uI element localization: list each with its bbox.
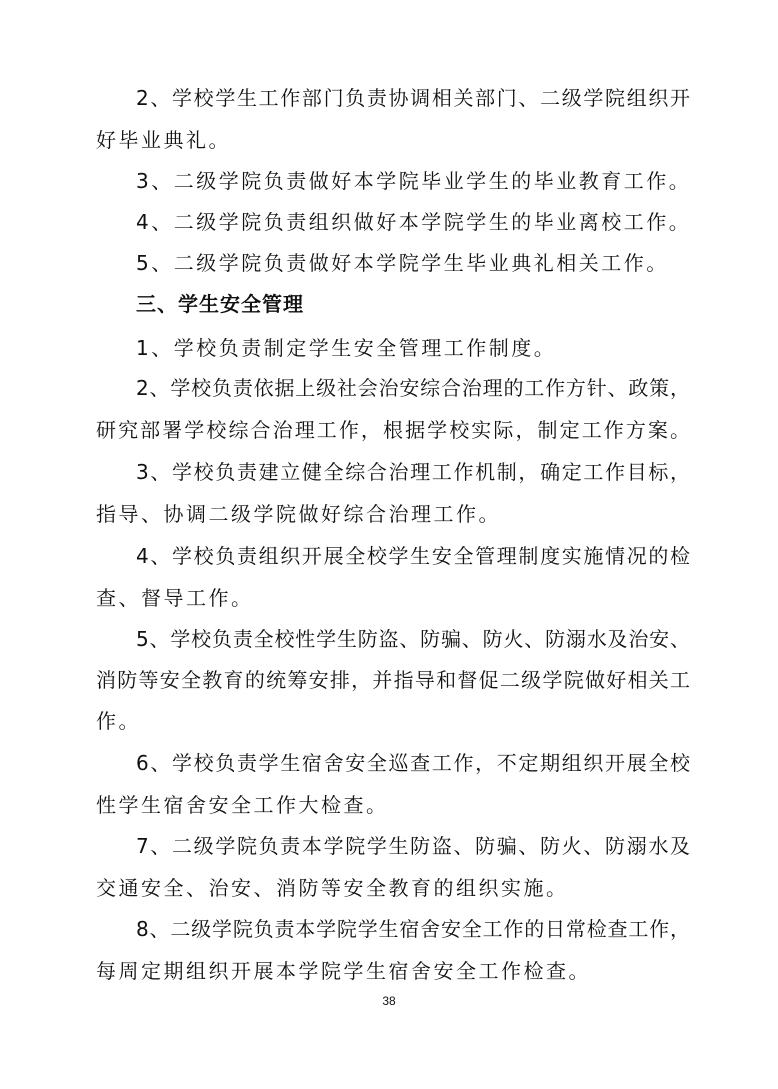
- paragraph-line: 3、学校负责建立健全综合治理工作机制，确定工作目标，: [136, 460, 690, 484]
- paragraph-line: 研究部署学校综合治理工作，根据学校实际，制定工作方案。: [96, 418, 690, 442]
- paragraph-line: 查、督导工作。: [96, 586, 254, 610]
- section-heading: 三、学生安全管理: [136, 292, 304, 316]
- paragraph-line: 7、二级学院负责本学院学生防盗、防骗、防火、防溺水及: [136, 834, 690, 858]
- paragraph-line: 性学生宿舍安全工作大检查。: [96, 793, 389, 817]
- paragraph-line: 1、学校负责制定学生安全管理工作制度。: [136, 336, 557, 360]
- paragraph-line: 2、学校负责依据上级社会治安综合治理的工作方针、政策，: [136, 376, 690, 400]
- paragraph-line: 4、二级学院负责组织做好本学院学生的毕业离校工作。: [136, 210, 692, 234]
- paragraph-line: 指导、协调二级学院做好综合治理工作。: [96, 502, 501, 526]
- paragraph-line: 3、二级学院负责做好本学院毕业学生的毕业教育工作。: [136, 169, 692, 193]
- paragraph-line: 8、二级学院负责本学院学生宿舍安全工作的日常检查工作，: [136, 917, 690, 941]
- paragraph-line: 6、学校负责学生宿舍安全巡查工作，不定期组织开展全校: [136, 751, 690, 775]
- paragraph-line: 每周定期组织开展本学院学生宿舍安全工作检查。: [96, 959, 591, 983]
- paragraph-line: 好毕业典礼。: [96, 128, 231, 152]
- paragraph-line: 交通安全、治安、消防等安全教育的组织实施。: [96, 876, 569, 900]
- page-number: 38: [382, 994, 396, 1008]
- paragraph-line: 消防等安全教育的统筹安排，并指导和督促二级学院做好相关工: [96, 668, 690, 692]
- paragraph-line: 4、学校负责组织开展全校学生安全管理制度实施情况的检: [136, 544, 690, 568]
- paragraph-line: 5、学校负责全校性学生防盗、防骗、防火、防溺水及治安、: [136, 627, 690, 651]
- paragraph-line: 2、学校学生工作部门负责协调相关部门、二级学院组织开: [136, 86, 690, 110]
- paragraph-line: 5、二级学院负责做好本学院学生毕业典礼相关工作。: [136, 251, 669, 275]
- paragraph-line: 作。: [96, 709, 141, 733]
